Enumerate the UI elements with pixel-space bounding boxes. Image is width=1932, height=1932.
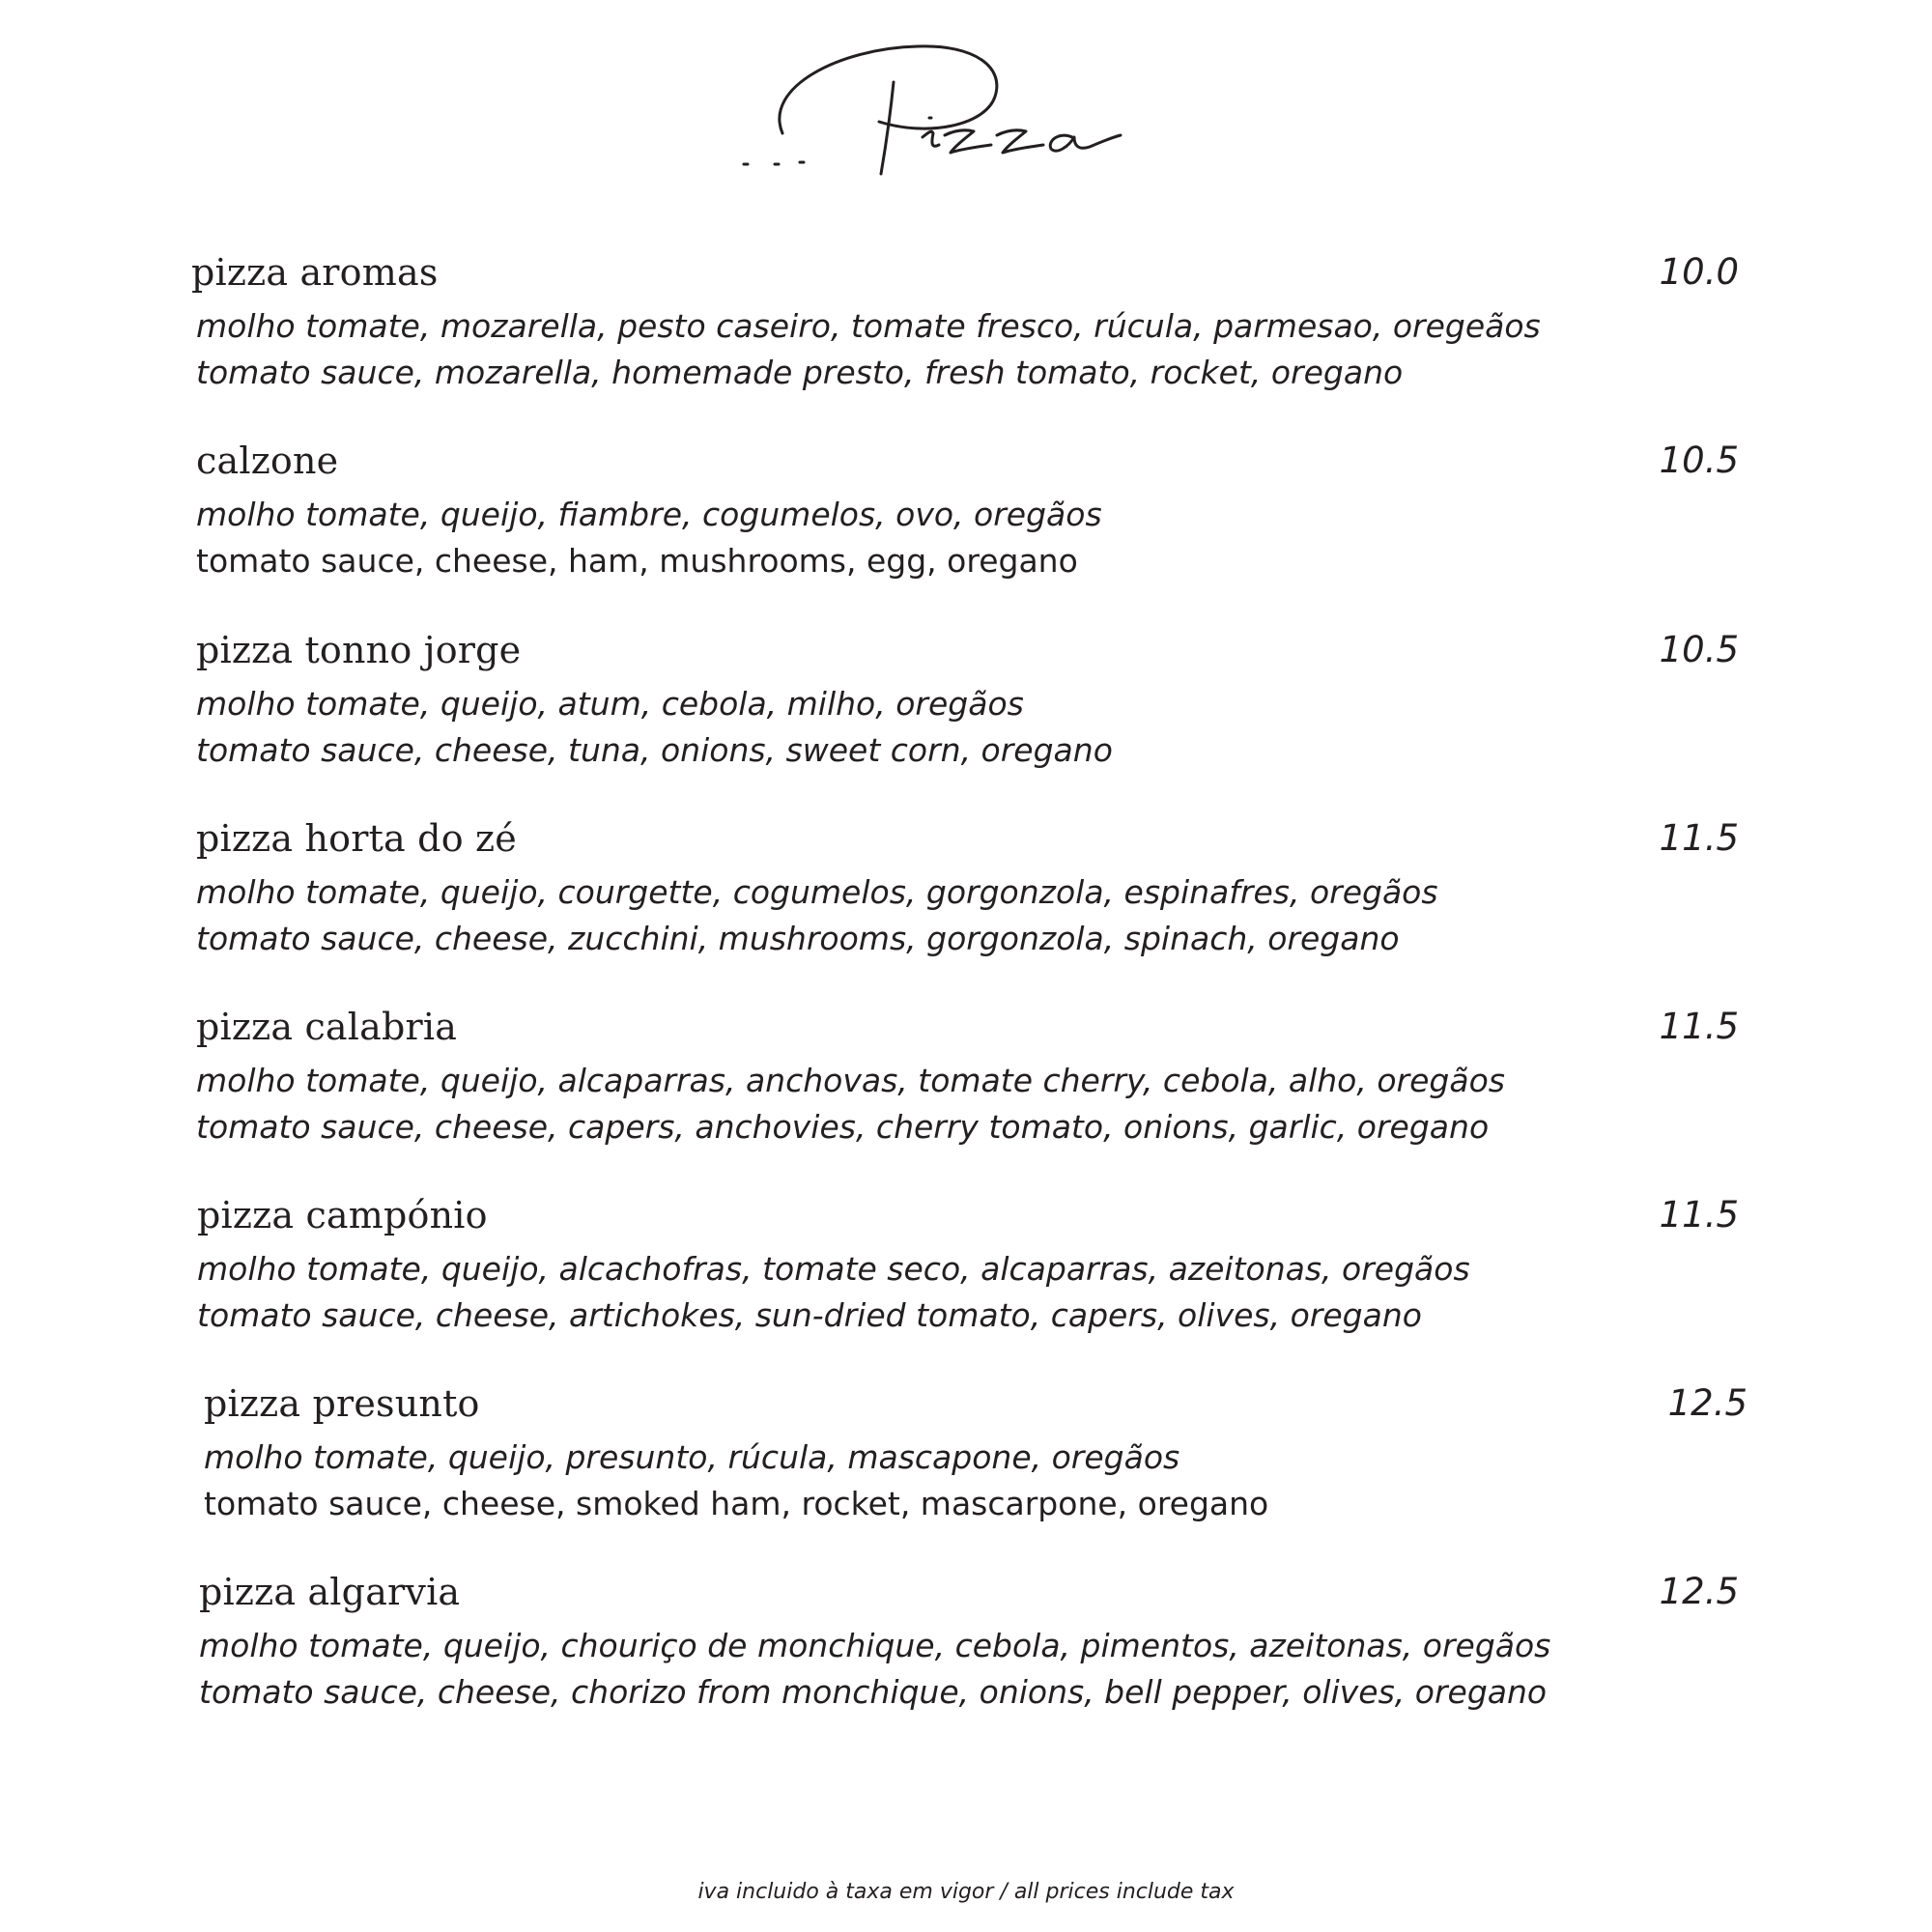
item-description-pt: molho tomate, mozarella, pesto caseiro, tomate fresco, rúcula, parmesao, oregeãos (196, 307, 1541, 345)
item-name: calzone (196, 440, 339, 482)
item-description-en: tomato sauce, cheese, smoked ham, rocket, mascarpone, oregano (204, 1485, 1269, 1522)
menu-item (196, 626, 1780, 800)
item-description-pt: molho tomate, queijo, presunto, rúcula, mascapone, oregãos (204, 1438, 1180, 1476)
item-description-en: tomato sauce, cheese, ham, mushrooms, egg, oregano (196, 542, 1078, 580)
menu-item (199, 1568, 1783, 1742)
item-description-en: tomato sauce, cheese, artichokes, sun-dried tomato, capers, olives, oregano (197, 1296, 1422, 1334)
item-price: 10.0 (1659, 251, 1739, 293)
item-description-pt: molho tomate, queijo, alcachofras, tomate seco, alcaparras, azeitonas, oregãos (197, 1250, 1470, 1288)
item-price: 11.5 (1659, 817, 1739, 859)
tax-footnote: iva incluido à taxa em vigor / all prices include tax (697, 1880, 1235, 1904)
item-description-en: tomato sauce, cheese, tuna, onions, sweet corn, oregano (196, 731, 1113, 769)
item-description-pt: molho tomate, queijo, fiambre, cogumelos, ovo, oregãos (196, 496, 1102, 533)
menu-item (197, 1191, 1781, 1365)
item-description-en: tomato sauce, mozarella, homemade presto, fresh tomato, rocket, oregano (196, 354, 1404, 391)
item-name: pizza tonno jorge (196, 629, 522, 671)
item-price: 11.5 (1659, 1006, 1739, 1047)
menu-item (204, 1379, 1788, 1553)
item-description-pt: molho tomate, queijo, atum, cebola, milho, oregãos (196, 685, 1024, 723)
item-description-pt: molho tomate, queijo, alcaparras, anchovas, tomate cherry, cebola, alho, oregãos (196, 1062, 1505, 1099)
item-description-en: tomato sauce, cheese, capers, anchovies, cherry tomato, onions, garlic, oregano (196, 1108, 1490, 1146)
item-price: 10.5 (1659, 629, 1739, 670)
menu-item (196, 1003, 1780, 1177)
item-name: pizza presunto (204, 1382, 480, 1425)
item-price: 12.5 (1667, 1382, 1747, 1424)
menu-item (191, 248, 1776, 422)
item-name: pizza horta do zé (196, 817, 517, 860)
menu-item (196, 437, 1780, 611)
item-description-en: tomato sauce, cheese, zucchini, mushrooms, gorgonzola, spinach, oregano (196, 920, 1400, 957)
item-price: 10.5 (1659, 440, 1739, 481)
item-name: pizza aromas (191, 251, 439, 294)
item-price: 12.5 (1659, 1571, 1739, 1612)
item-price: 11.5 (1659, 1194, 1739, 1236)
item-name: pizza algarvia (199, 1571, 461, 1613)
item-description-pt: molho tomate, queijo, courgette, cogumelos, gorgonzola, espinafres, oregãos (196, 873, 1438, 911)
item-description-en: tomato sauce, cheese, chorizo from monchique, onions, bell pepper, olives, oregano (199, 1673, 1548, 1711)
item-description-pt: molho tomate, queijo, chouriço de monchique, cebola, pimentos, azeitonas, oregãos (199, 1627, 1551, 1664)
item-name: pizza calabria (196, 1006, 458, 1048)
item-name: pizza campónio (197, 1194, 488, 1236)
menu-item (196, 814, 1780, 988)
